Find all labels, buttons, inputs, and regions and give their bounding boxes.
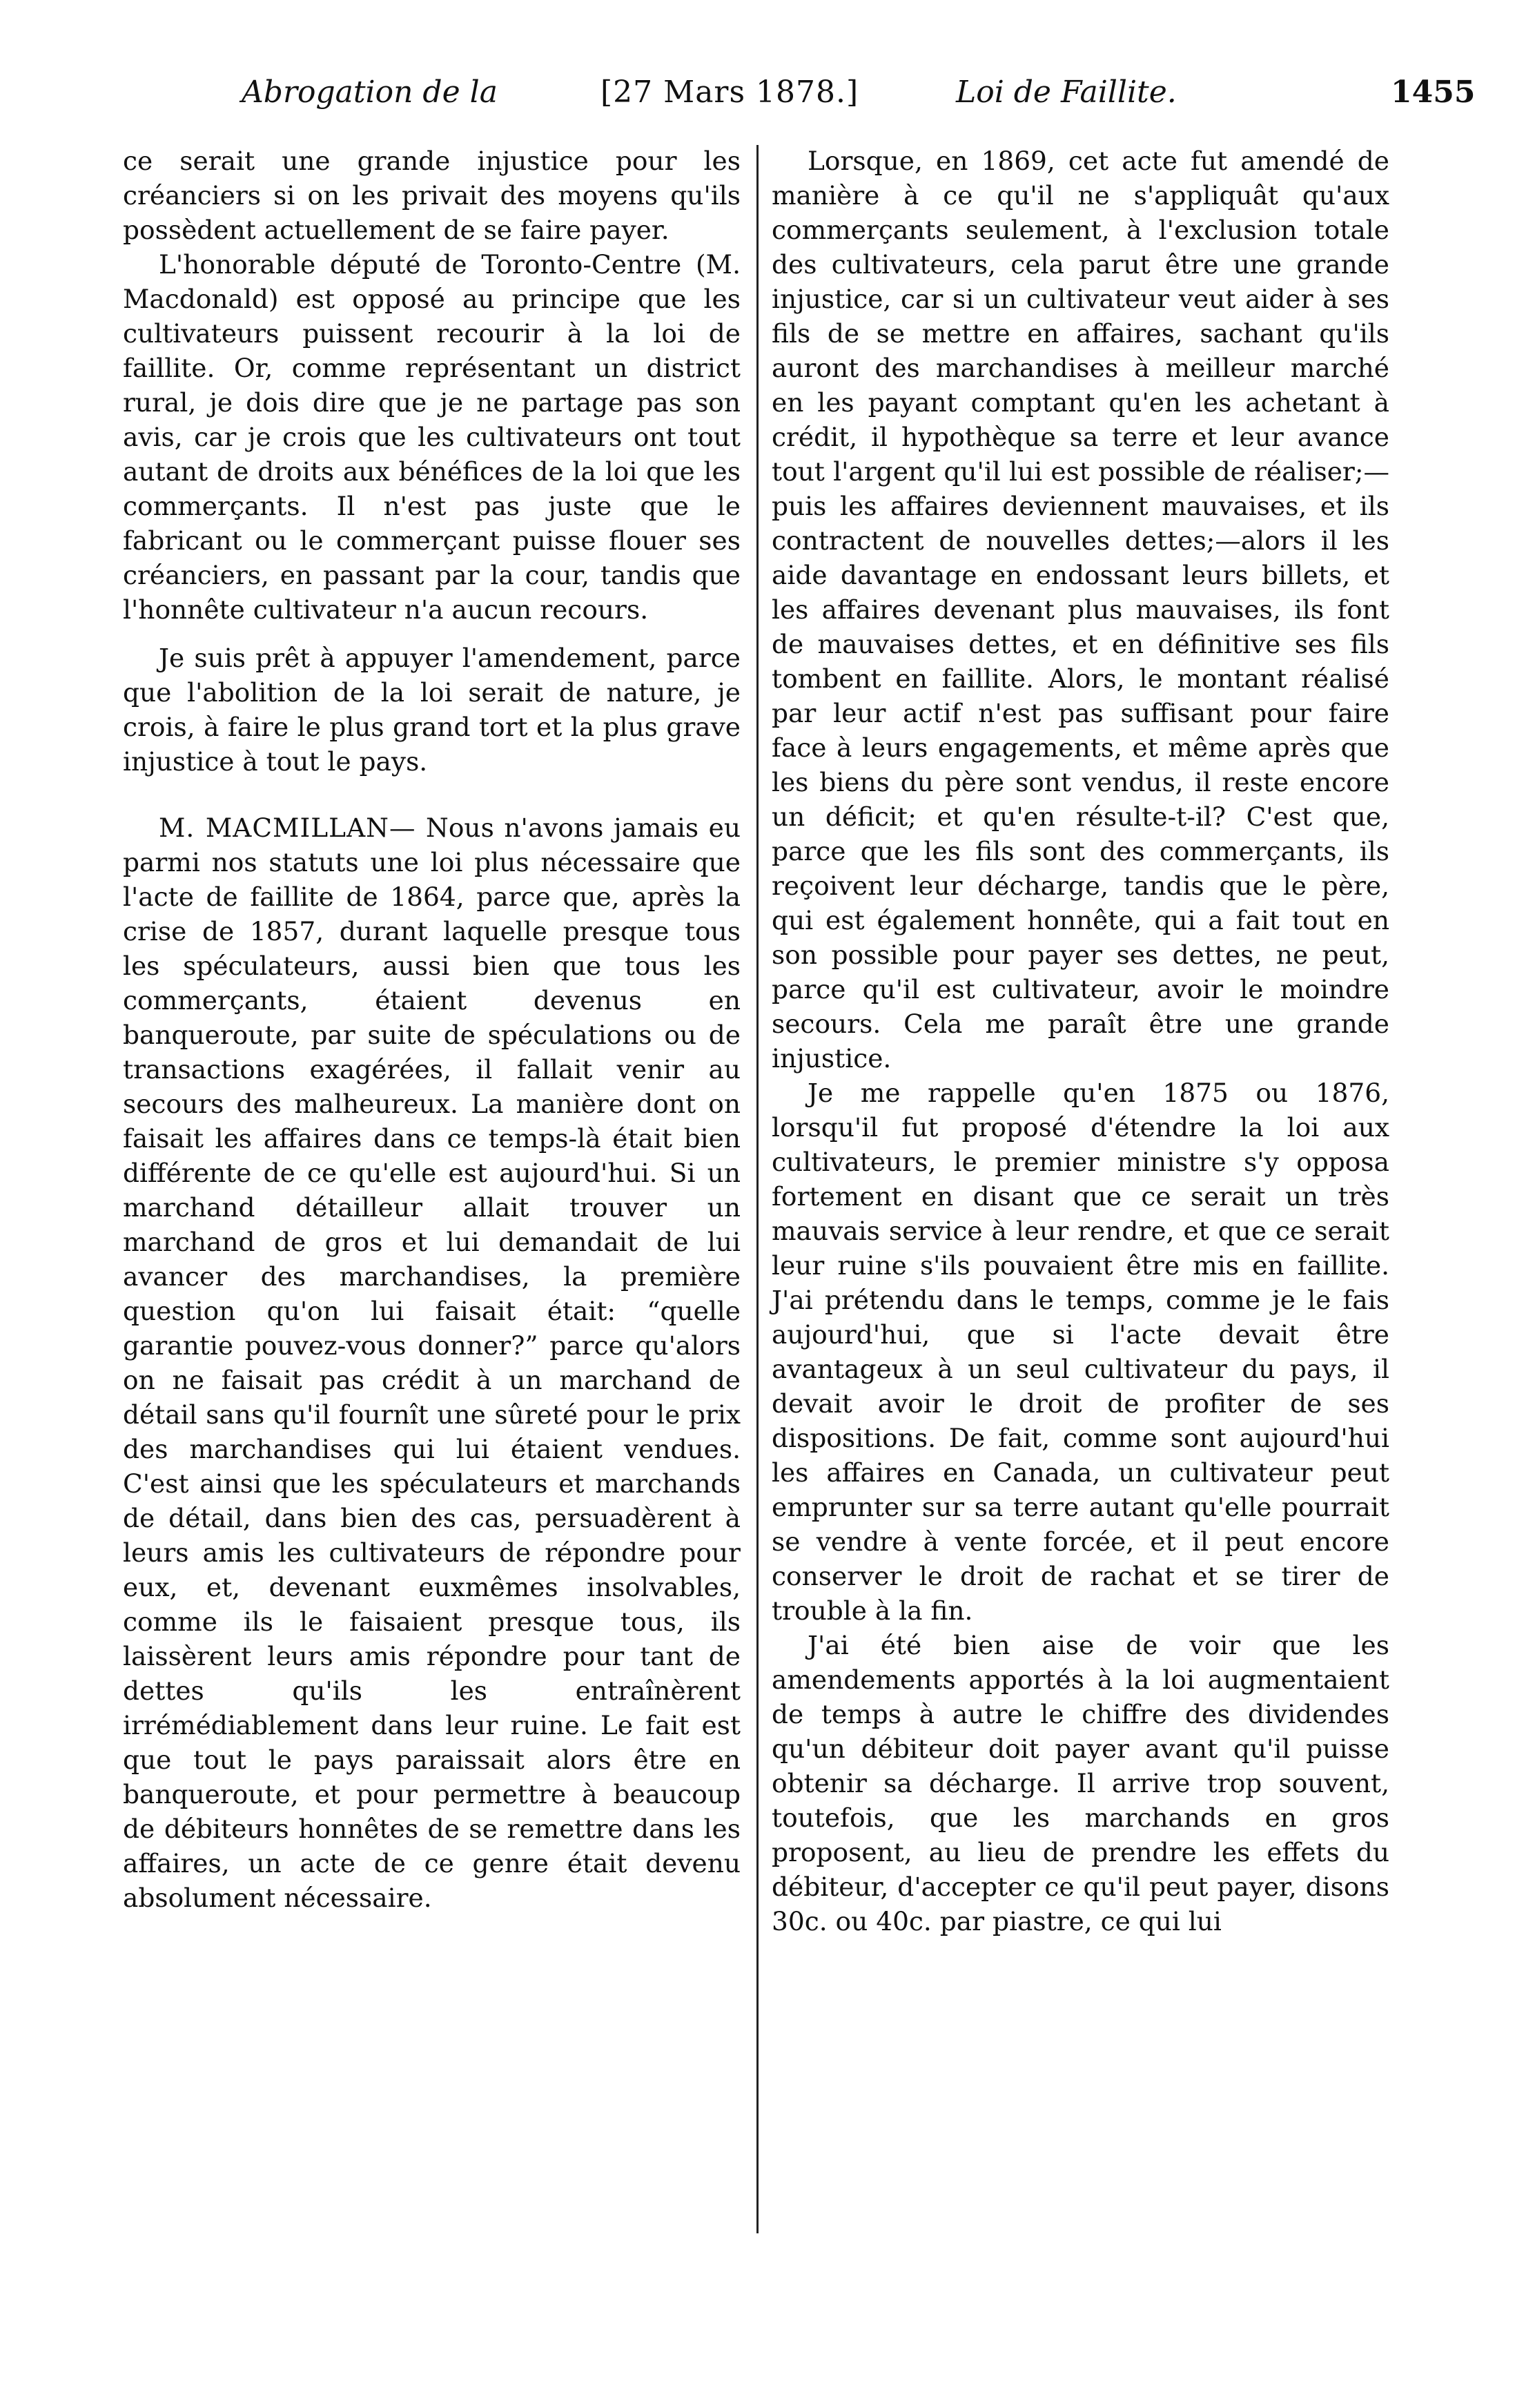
header-date: [27 Mars 1878.] — [600, 75, 859, 110]
left-paragraph-1: ce serait une grande injustice pour les créanciers si on les privait des moyens qu'ils possèdent actuellement de se faire payer. — [123, 146, 741, 245]
right-paragraph-3: J'ai été bien aise de voir que les amendements apportés à la loi augmentaient de temps à autre le chiffre des dividendes qu'un débiteur doit payer avant qu'il puisse obtenir sa décharge. Il arrive trop souvent, toutefois, que les marchands en gros proposent, au lieu de prendre les effets du débiteur, d'accepter ce qu'il peut payer, disons 30c. ou 40c. par piastre, ce qui lui — [772, 1630, 1389, 1936]
page-number: 1455 — [1391, 75, 1476, 110]
right-column — [772, 144, 1389, 1939]
speaker-name: M. MACMILLAN— — [159, 813, 416, 843]
column-divider — [756, 145, 759, 2233]
left-column — [123, 144, 741, 1915]
left-paragraph-2: L'honorable député de Toronto-Centre (M. Macdonald) est opposé au principe que les cultivateurs puissent recourir à la loi de faillite. Or, comme représentant un district rural, je dois dire que je ne partage pas son avis, car je crois que les cultivateurs ont tout autant de droits aux bénéfices de la loi que les commerçants. Il n'est pas juste que le fabricant ou le commerçant puisse flouer ses créanciers, en passant par la cour, tandis que l'honnête cultivateur n'a aucun recours. — [123, 249, 741, 625]
header-left-title: Abrogation de la — [242, 75, 498, 110]
left-paragraph-4 — [123, 810, 741, 1915]
left-paragraph-3: Je suis prêt à appuyer l'amendement, parce que l'abolition de la loi serait de nature, je crois, à faire le plus grand tort et la plus grave injustice à tout le pays. — [123, 643, 741, 777]
right-paragraph-1: Lorsque, en 1869, cet acte fut amendé de manière à ce qu'il ne s'appliquât qu'aux commerçants seulement, à l'exclusion totale des cultivateurs, cela parut être une grande injustice, car si un cultivateur veut aider à ses fils de se mettre en affaires, sachant qu'ils auront des marchandises à meilleur marché en les payant comptant qu'en les achetant à crédit, il hypothèque sa terre et leur avance tout l'argent qu'il lui est possible de réaliser;—puis les affaires deviennent mauvaises, et ils contractent de nouvelles dettes;—alors il les aide davantage en endossant leurs billets, et les affaires devenant plus mauvaises, ils font de mauvaises dettes, et en définitive ses fils tombent en faillite. Alors, le montant réalisé par leur actif n'est pas suffisant pour faire face à leurs engagements, et même après que les biens du père sont vendus, il reste encore un déficit; et qu'en résulte-t-il? C'est que, parce que les fils sont des commerçants, ils reçoivent leur décharge, tandis que le père, qui est également honnête, qui a fait tout en son possible pour payer ses dettes, ne peut, parce qu'il est cultivateur, avoir le moindre secours. Cela me paraît être une grande injustice. — [772, 146, 1389, 1074]
left-paragraph-4-text: Nous n'avons jamais eu parmi nos statuts une loi plus nécessaire que l'acte de faillite de 1864, parce que, après la crise de 1857, durant laquelle presque tous les spéculateurs, aussi bien que tous les commerçants, étaient devenus en banqueroute, par suite de spéculations ou de transactions exagérées, il fallait venir au secours des malheureux. La manière dont on faisait les affaires dans ce temps-là était bien différente de ce qu'elle est aujourd'hui. Si un marchand détailleur allait trouver un marchand de gros et lui demandait de lui avancer des marchandises, la première question qu'on lui faisait était: “quelle garantie pouvez-vous donner?” parce qu'alors on ne faisait pas crédit à un marchand de détail sans qu'il fournît une sûreté pour le prix des marchandises qui lui étaient vendues. C'est ainsi que les spéculateurs et marchands de détail, dans bien des cas, persuadèrent à leurs amis les cultivateurs de répondre pour eux, et, devenant euxmêmes insolvables, comme ils le faisaient presque tous, ils laissèrent leurs amis répondre pour tant de dettes qu'ils les entraînèrent irrémédiablement dans leur ruine. Le fait est que tout le pays paraissait alors être en banqueroute, et pour permettre à beaucoup de débiteurs honnêtes de se remettre dans les affaires, un acte de ce genre était devenu absolument nécessaire. — [123, 813, 741, 1913]
header-right-title: Loi de Faillite. — [956, 75, 1177, 110]
right-paragraph-2: Je me rappelle qu'en 1875 ou 1876, lorsqu'il fut proposé d'étendre la loi aux cultivateurs, le premier ministre s'y opposa fortement en disant que ce serait un très mauvais service à leur rendre, et que ce serait leur ruine s'ils pouvaient être mis en faillite. J'ai prétendu dans le temps, comme je le fais aujourd'hui, que si l'acte devait être avantageux à un seul cultivateur du pays, il devait avoir le droit de profiter de ses dispositions. De fait, comme sont aujourd'hui les affaires en Canada, un cultivateur peut emprunter sur sa terre autant qu'elle pourrait se vendre à vente forcée, et il peut encore conserver le droit de rachat et se tirer de trouble à la fin. — [772, 1078, 1389, 1626]
running-header — [0, 75, 1515, 130]
